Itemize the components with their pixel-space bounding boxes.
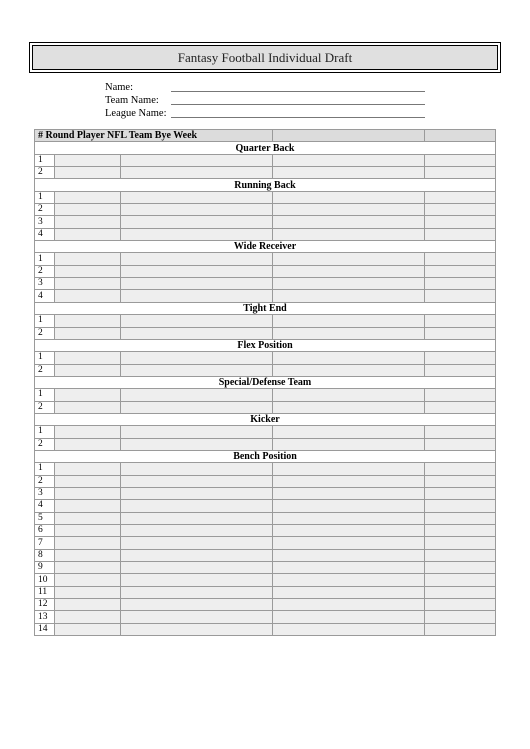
section-title: Bench Position — [35, 450, 496, 462]
entry-cell[interactable] — [121, 167, 273, 179]
pick-number: 6 — [35, 525, 55, 537]
pick-number: 7 — [35, 537, 55, 549]
table-row — [35, 549, 496, 561]
entry-cell[interactable] — [121, 327, 273, 339]
entry-cell[interactable] — [425, 265, 496, 277]
pick-number: 2 — [35, 204, 55, 216]
pick-number: 3 — [35, 278, 55, 290]
league-name-field-row — [105, 107, 425, 120]
pick-number: 1 — [35, 389, 55, 401]
entry-cell[interactable] — [55, 364, 121, 376]
entry-cell[interactable] — [425, 599, 496, 611]
entry-cell[interactable] — [425, 438, 496, 450]
entry-cell[interactable] — [121, 228, 273, 240]
entry-cell[interactable] — [55, 500, 121, 512]
entry-cell[interactable] — [55, 278, 121, 290]
entry-cell[interactable] — [425, 167, 496, 179]
entry-cell[interactable] — [425, 327, 496, 339]
page-title: Fantasy Football Individual Draft — [32, 45, 498, 70]
entry-cell[interactable] — [273, 265, 425, 277]
entry-cell[interactable] — [55, 574, 121, 586]
pick-number: 2 — [35, 438, 55, 450]
entry-cell[interactable] — [121, 154, 273, 166]
entry-cell[interactable] — [273, 623, 425, 635]
pick-number: 2 — [35, 327, 55, 339]
pick-number: 3 — [35, 216, 55, 228]
table-row — [35, 389, 496, 401]
section-header-wide-receiver — [35, 241, 496, 253]
entry-cell[interactable] — [273, 154, 425, 166]
entry-cell[interactable] — [121, 463, 273, 475]
entry-cell[interactable] — [121, 611, 273, 623]
entry-cell[interactable] — [425, 154, 496, 166]
name-field-line[interactable] — [171, 83, 425, 92]
pick-number: 1 — [35, 315, 55, 327]
pick-number: 9 — [35, 562, 55, 574]
entry-cell[interactable] — [425, 512, 496, 524]
table-row — [35, 364, 496, 376]
entry-cell[interactable] — [425, 401, 496, 413]
entry-cell[interactable] — [121, 204, 273, 216]
entry-cell[interactable] — [273, 438, 425, 450]
entry-cell[interactable] — [55, 562, 121, 574]
table-row — [35, 278, 496, 290]
table-header-cell — [273, 130, 425, 142]
table-row — [35, 500, 496, 512]
entry-cell[interactable] — [273, 191, 425, 203]
pick-number: 14 — [35, 623, 55, 635]
entry-cell[interactable] — [273, 315, 425, 327]
entry-cell[interactable] — [273, 475, 425, 487]
entry-cell[interactable] — [55, 525, 121, 537]
entry-cell[interactable] — [121, 574, 273, 586]
entry-cell[interactable] — [121, 278, 273, 290]
table-row — [35, 228, 496, 240]
entry-cell[interactable] — [273, 278, 425, 290]
entry-cell[interactable] — [121, 623, 273, 635]
entry-cell[interactable] — [273, 512, 425, 524]
entry-cell[interactable] — [273, 290, 425, 302]
entry-cell[interactable] — [425, 364, 496, 376]
entry-cell[interactable] — [121, 364, 273, 376]
entry-cell[interactable] — [121, 586, 273, 598]
entry-cell[interactable] — [425, 574, 496, 586]
entry-cell[interactable] — [55, 611, 121, 623]
entry-cell[interactable] — [121, 290, 273, 302]
entry-cell[interactable] — [55, 216, 121, 228]
pick-number: 5 — [35, 512, 55, 524]
entry-cell[interactable] — [55, 438, 121, 450]
entry-cell[interactable] — [273, 487, 425, 499]
entry-cell[interactable] — [425, 463, 496, 475]
entry-cell[interactable] — [121, 537, 273, 549]
table-row — [35, 154, 496, 166]
entry-cell[interactable] — [425, 204, 496, 216]
table-row — [35, 265, 496, 277]
section-header-special-defense-team — [35, 376, 496, 388]
entry-cell[interactable] — [273, 352, 425, 364]
entry-cell[interactable] — [273, 426, 425, 438]
table-row — [35, 623, 496, 635]
entry-cell[interactable] — [273, 204, 425, 216]
section-title: Tight End — [35, 302, 496, 314]
table-row — [35, 253, 496, 265]
entry-cell[interactable] — [273, 586, 425, 598]
pick-number: 10 — [35, 574, 55, 586]
entry-cell[interactable] — [273, 549, 425, 561]
section-header-flex-position — [35, 339, 496, 351]
entry-cell[interactable] — [55, 623, 121, 635]
entry-cell[interactable] — [425, 315, 496, 327]
entry-cell[interactable] — [425, 500, 496, 512]
pick-number: 1 — [35, 426, 55, 438]
entry-cell[interactable] — [55, 352, 121, 364]
entry-cell[interactable] — [273, 228, 425, 240]
entry-cell[interactable] — [55, 315, 121, 327]
pick-number: 2 — [35, 364, 55, 376]
entry-cell[interactable] — [425, 562, 496, 574]
table-row — [35, 525, 496, 537]
entry-cell[interactable] — [55, 389, 121, 401]
entry-cell[interactable] — [121, 500, 273, 512]
entry-cell[interactable] — [425, 525, 496, 537]
entry-cell[interactable] — [55, 401, 121, 413]
entry-cell[interactable] — [273, 574, 425, 586]
pick-number: 1 — [35, 352, 55, 364]
entry-cell[interactable] — [121, 549, 273, 561]
entry-cell[interactable] — [55, 265, 121, 277]
entry-cell[interactable] — [425, 216, 496, 228]
entry-cell[interactable] — [273, 401, 425, 413]
entry-cell[interactable] — [273, 463, 425, 475]
section-title: Kicker — [35, 413, 496, 425]
entry-cell[interactable] — [425, 191, 496, 203]
section-header-bench-position — [35, 450, 496, 462]
table-row — [35, 327, 496, 339]
entry-cell[interactable] — [55, 253, 121, 265]
table-header-row — [35, 130, 496, 142]
entry-cell[interactable] — [121, 512, 273, 524]
section-header-kicker — [35, 413, 496, 425]
table-row — [35, 401, 496, 413]
entry-cell[interactable] — [121, 525, 273, 537]
entry-cell[interactable] — [121, 438, 273, 450]
pick-number: 12 — [35, 599, 55, 611]
table-row — [35, 438, 496, 450]
pick-number: 11 — [35, 586, 55, 598]
entry-cell[interactable] — [425, 253, 496, 265]
league-name-label: League Name: — [105, 108, 167, 119]
section-title: Running Back — [35, 179, 496, 191]
table-row — [35, 586, 496, 598]
entry-cell[interactable] — [55, 426, 121, 438]
entry-cell[interactable] — [121, 389, 273, 401]
entry-cell[interactable] — [425, 475, 496, 487]
entry-cell[interactable] — [425, 549, 496, 561]
table-row — [35, 426, 496, 438]
table-row — [35, 562, 496, 574]
table-row — [35, 204, 496, 216]
section-header-quarter-back — [35, 142, 496, 154]
pick-number: 2 — [35, 167, 55, 179]
entry-cell[interactable] — [55, 327, 121, 339]
entry-cell[interactable] — [121, 562, 273, 574]
team-name-label: Team Name: — [105, 95, 159, 106]
section-header-running-back — [35, 179, 496, 191]
pick-number: 13 — [35, 611, 55, 623]
entry-cell[interactable] — [273, 562, 425, 574]
table-row — [35, 574, 496, 586]
pick-number: 1 — [35, 253, 55, 265]
entry-cell[interactable] — [55, 191, 121, 203]
draft-table — [34, 129, 496, 636]
entry-cell[interactable] — [273, 167, 425, 179]
pick-number: 1 — [35, 463, 55, 475]
table-row — [35, 475, 496, 487]
name-field-row — [105, 81, 425, 94]
pick-number: 1 — [35, 191, 55, 203]
table-row — [35, 487, 496, 499]
table-header-cell — [425, 130, 496, 142]
entry-cell[interactable] — [273, 525, 425, 537]
entry-cell[interactable] — [55, 537, 121, 549]
entry-cell[interactable] — [425, 228, 496, 240]
name-label: Name: — [105, 82, 133, 93]
entry-cell[interactable] — [55, 475, 121, 487]
entry-cell[interactable] — [55, 463, 121, 475]
pick-number: 4 — [35, 500, 55, 512]
entry-cell[interactable] — [55, 487, 121, 499]
entry-cell[interactable] — [121, 191, 273, 203]
entry-cell[interactable] — [55, 599, 121, 611]
table-row — [35, 167, 496, 179]
entry-cell[interactable] — [425, 278, 496, 290]
entry-cell[interactable] — [55, 512, 121, 524]
entry-cell[interactable] — [55, 167, 121, 179]
info-fields — [105, 81, 425, 120]
table-header-label: # Round Player NFL Team Bye Week — [35, 130, 273, 142]
entry-cell[interactable] — [273, 364, 425, 376]
entry-cell[interactable] — [425, 290, 496, 302]
entry-cell[interactable] — [425, 426, 496, 438]
table-row — [35, 216, 496, 228]
section-title: Wide Receiver — [35, 241, 496, 253]
entry-cell[interactable] — [121, 475, 273, 487]
pick-number: 2 — [35, 265, 55, 277]
table-row — [35, 512, 496, 524]
entry-cell[interactable] — [121, 315, 273, 327]
entry-cell[interactable] — [55, 586, 121, 598]
table-row — [35, 537, 496, 549]
entry-cell[interactable] — [425, 389, 496, 401]
entry-cell[interactable] — [121, 265, 273, 277]
entry-cell[interactable] — [425, 537, 496, 549]
entry-cell[interactable] — [273, 389, 425, 401]
table-row — [35, 191, 496, 203]
entry-cell[interactable] — [55, 228, 121, 240]
table-row — [35, 352, 496, 364]
section-title: Special/Defense Team — [35, 376, 496, 388]
entry-cell[interactable] — [425, 487, 496, 499]
pick-number: 4 — [35, 290, 55, 302]
entry-cell[interactable] — [121, 253, 273, 265]
entry-cell[interactable] — [273, 327, 425, 339]
table-row — [35, 611, 496, 623]
table-row — [35, 463, 496, 475]
entry-cell[interactable] — [273, 253, 425, 265]
section-header-tight-end — [35, 302, 496, 314]
table-row — [35, 599, 496, 611]
entry-cell[interactable] — [273, 537, 425, 549]
entry-cell[interactable] — [121, 487, 273, 499]
team-name-field-line[interactable] — [171, 96, 425, 105]
entry-cell[interactable] — [55, 549, 121, 561]
pick-number: 4 — [35, 228, 55, 240]
entry-cell[interactable] — [425, 611, 496, 623]
entry-cell[interactable] — [273, 599, 425, 611]
entry-cell[interactable] — [121, 352, 273, 364]
entry-cell[interactable] — [55, 204, 121, 216]
entry-cell[interactable] — [121, 599, 273, 611]
section-title: Quarter Back — [35, 142, 496, 154]
entry-cell[interactable] — [273, 611, 425, 623]
entry-cell[interactable] — [273, 500, 425, 512]
pick-number: 8 — [35, 549, 55, 561]
pick-number: 3 — [35, 487, 55, 499]
team-name-field-row — [105, 94, 425, 107]
title-box — [29, 42, 501, 73]
table-row — [35, 315, 496, 327]
pick-number: 2 — [35, 475, 55, 487]
entry-cell[interactable] — [425, 623, 496, 635]
table-row — [35, 290, 496, 302]
entry-cell[interactable] — [121, 216, 273, 228]
pick-number: 2 — [35, 401, 55, 413]
entry-cell[interactable] — [55, 154, 121, 166]
entry-cell[interactable] — [55, 290, 121, 302]
entry-cell[interactable] — [425, 352, 496, 364]
entry-cell[interactable] — [121, 426, 273, 438]
entry-cell[interactable] — [121, 401, 273, 413]
pick-number: 1 — [35, 154, 55, 166]
entry-cell[interactable] — [273, 216, 425, 228]
league-name-field-line[interactable] — [171, 109, 425, 118]
entry-cell[interactable] — [425, 586, 496, 598]
section-title: Flex Position — [35, 339, 496, 351]
